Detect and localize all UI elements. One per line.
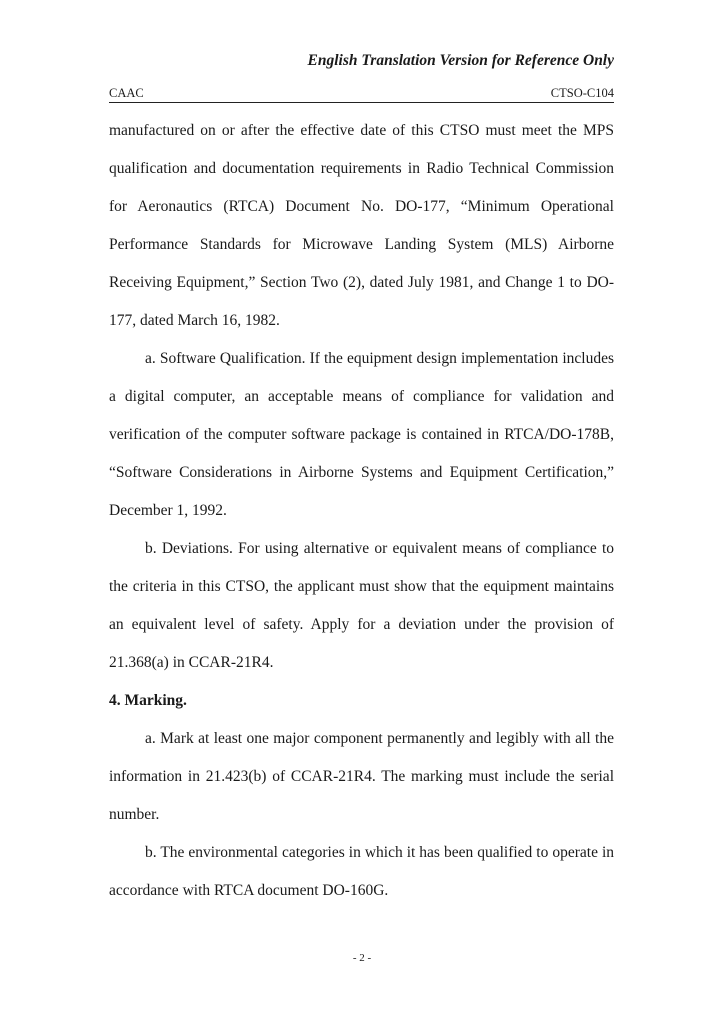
paragraph-mps-requirements: manufactured on or after the effective date of this CTSO must meet the MPS qualification and documentation requirements in Radio Technical Commission for Aeronautics (RTCA) Document No. DO-177, “Minimum Operational Performance Standards for Microwave Landing System (MLS) Airborne Receiving Equipment,” Section Two (2), dated July 1981, and Change 1 to DO-177, dated March 16, 1982. — [109, 122, 614, 329]
paragraph-deviations: b. Deviations. For using alternative or equivalent means of compliance to the criteria in this CTSO, the applicant must show that the equipment maintains an equivalent level of safety. Apply for a deviation under the provision of 21.368(a) in CCAR-21R4. — [109, 540, 614, 671]
page-number: - 2 - — [352, 952, 372, 964]
paragraph-marking-b: b. The environmental categories in which it has been qualified to operate in accordance with RTCA document DO-160G. — [109, 844, 614, 899]
section-heading-marking: 4. Marking. — [109, 692, 187, 709]
header-document-id: CTSO-C104 — [550, 86, 614, 100]
translation-note: English Translation Version for Reference Only — [307, 52, 614, 69]
paragraph-marking-a: a. Mark at least one major component permanently and legibly with all the information in 21.423(b) of CCAR-21R4. The marking must include the serial number. — [109, 730, 614, 823]
paragraph-software-qualification: a. Software Qualification. If the equipment design implementation includes a digital computer, an acceptable means of compliance for validation and verification of the computer software package is contained in RTCA/DO-178B, “Software Considerations in Airborne Systems and Equipment Certification,” December 1, 1992. — [109, 350, 614, 519]
document-body — [109, 112, 614, 910]
header-divider — [109, 102, 614, 103]
header-organization: CAAC — [109, 86, 144, 100]
